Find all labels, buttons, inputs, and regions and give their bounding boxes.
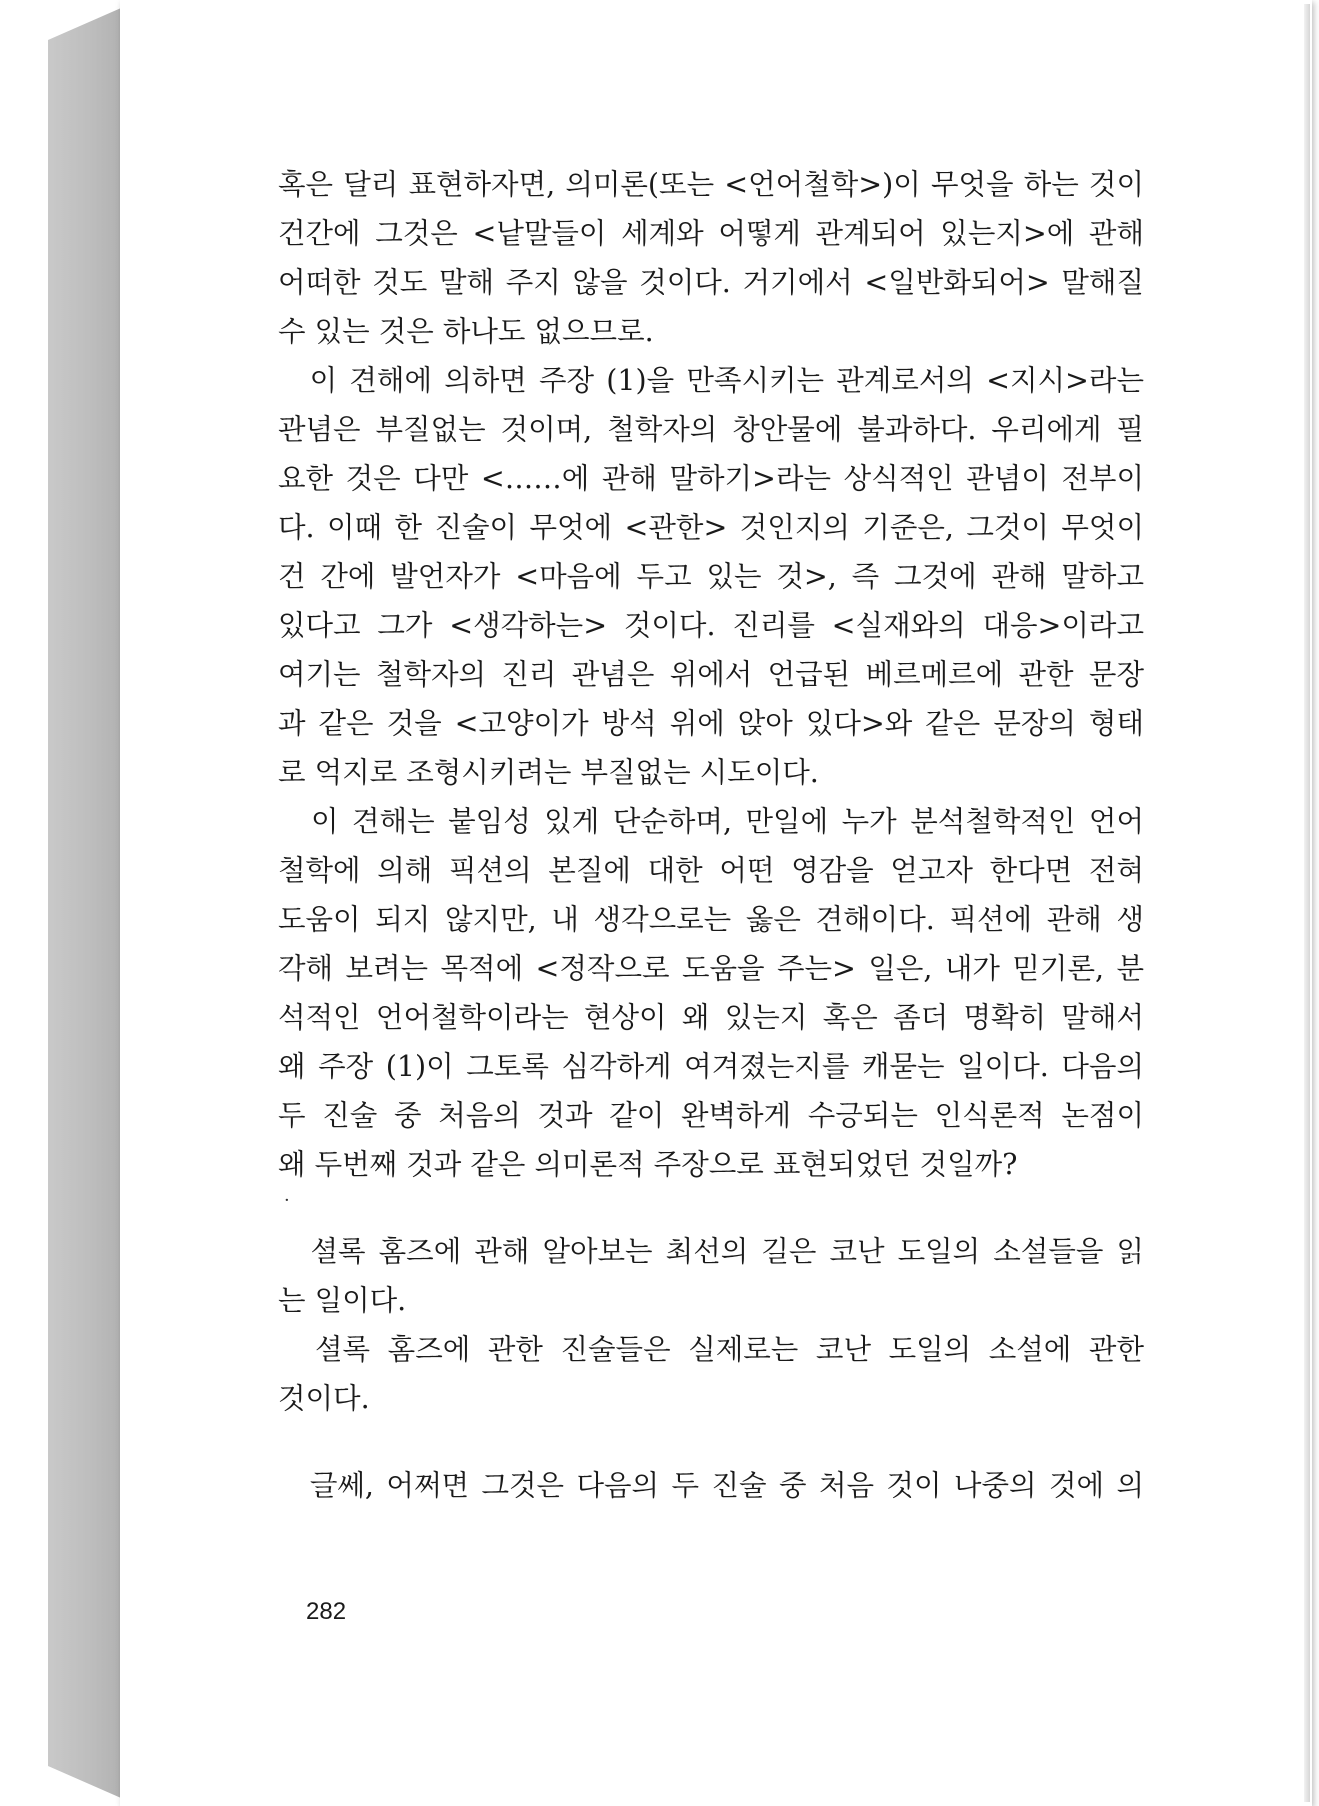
block-quote: [278, 1227, 1144, 1325]
body-text: [278, 160, 1144, 1510]
text-line: 요한 것은 다만 <……에 관해 말하기>라는 상식적인 관념이 전부이: [278, 462, 1144, 495]
text-line: 여기는 철학자의 진리 관념은 위에서 언급된 베르메르에 관한 문장: [278, 658, 1144, 691]
text-line: 관념은 부질없는 것이며, 철학자의 창안물에 불과하다. 우리에게 필: [278, 413, 1144, 446]
text-line: 두 진술 중 처음의 것과 같이 완벽하게 수긍되는 인식론적 논점이: [278, 1099, 1144, 1132]
text-line: 수 있는 것은 하나도 없으므로.: [278, 315, 654, 348]
text-line: 글쎄, 어쩌면 그것은 다음의 두 진술 중 처음 것이 나중의 것에 의: [278, 1469, 1144, 1502]
page-edge: [1304, 4, 1310, 1802]
text-line: 건간에 그것은 <낱말들이 세계와 어떻게 관계되어 있는지>에 관해: [278, 217, 1144, 250]
book-spine: [48, 8, 121, 1798]
text-line: 각해 보려는 목적에 <정작으로 도움을 주는> 일은, 내가 믿기론, 분: [278, 952, 1144, 985]
paragraph: [278, 1461, 1144, 1510]
page-number: 282: [306, 1598, 347, 1625]
paragraph: [278, 797, 1144, 1189]
text-line: 있다고 그가 <생각하는> 것이다. 진리를 <실재와의 대응>이라고: [278, 609, 1144, 642]
text-line: 건 간에 발언자가 <마음에 두고 있는 것>, 즉 그것에 관해 말하고: [278, 560, 1144, 593]
text-line: 왜 두번째 것과 같은 의미론적 주장으로 표현되었던 것일까?: [278, 1148, 1018, 1181]
text-line: 다. 이때 한 진술이 무엇에 <관한> 것인지의 기준은, 그것이 무엇이: [278, 511, 1144, 544]
stray-dot: ·: [284, 1190, 290, 1211]
text-line: 과 같은 것을 <고양이가 방석 위에 앉아 있다>와 같은 문장의 형태: [278, 707, 1144, 740]
text-line: 것이다.: [278, 1382, 370, 1415]
text-line: 는 일이다.: [278, 1284, 407, 1317]
text-line: 철학에 의해 픽션의 본질에 대한 어떤 영감을 얻고자 한다면 전혀: [278, 854, 1144, 887]
text-line: 왜 주장 (1)이 그토록 심각하게 여겨졌는지를 캐묻는 일이다. 다음의: [278, 1050, 1144, 1083]
text-line: 석적인 언어철학이라는 현상이 왜 있는지 혹은 좀더 명확히 말해서: [278, 1001, 1144, 1034]
text-line: 셜록 홈즈에 관해 알아보는 최선의 길은 코난 도일의 소설들을 읽: [278, 1235, 1144, 1268]
text-line: 이 견해에 의하면 주장 (1)을 만족시키는 관계로서의 <지시>라는: [278, 364, 1144, 397]
text-line: 도움이 되지 않지만, 내 생각으로는 옳은 견해이다. 픽션에 관해 생: [278, 903, 1144, 936]
text-line: 로 억지로 조형시키려는 부질없는 시도이다.: [278, 756, 819, 789]
paragraph: [278, 160, 1144, 356]
text-line: 셜록 홈즈에 관한 진술들은 실제로는 코난 도일의 소설에 관한: [278, 1333, 1144, 1366]
text-line: 혹은 달리 표현하자면, 의미론(또는 <언어철학>)이 무엇을 하는 것이: [278, 168, 1144, 201]
paragraph: [278, 356, 1144, 797]
text-line: 어떠한 것도 말해 주지 않을 것이다. 거기에서 <일반화되어> 말해질: [278, 266, 1144, 299]
block-quote: [278, 1325, 1144, 1423]
text-line: 이 견해는 붙임성 있게 단순하며, 만일에 누가 분석철학적인 언어: [278, 805, 1144, 838]
